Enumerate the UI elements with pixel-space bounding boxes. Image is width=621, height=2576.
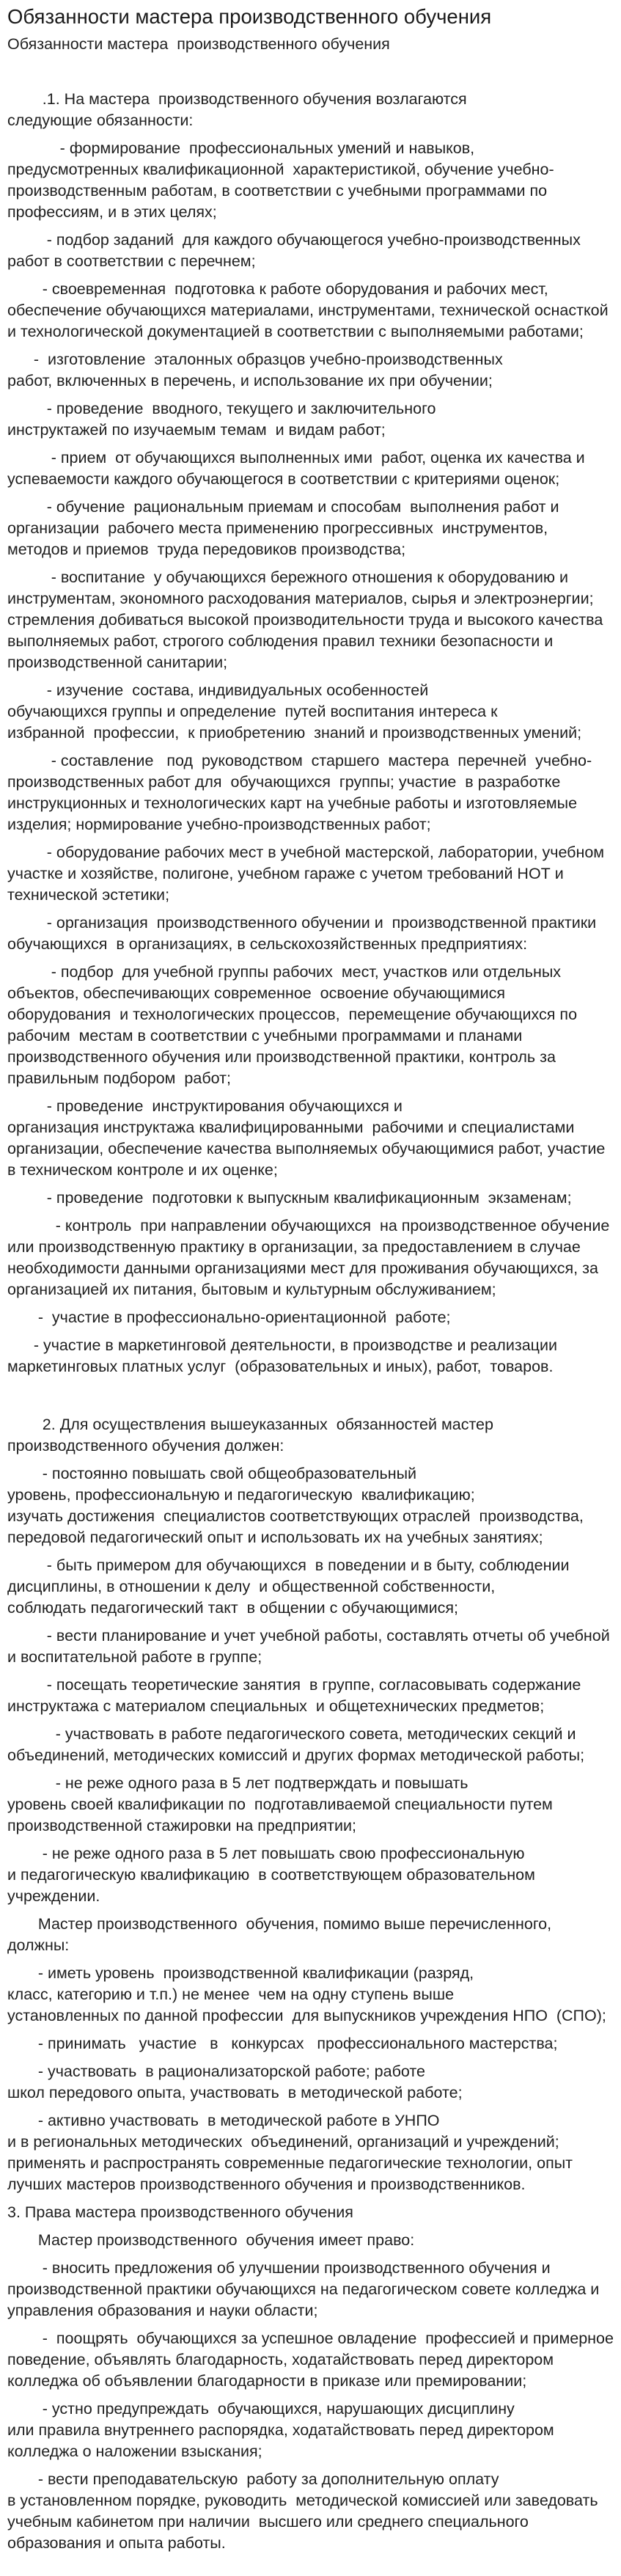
duty-paragraph: - подбор для учебной группы рабочих мест, участков или отдельных объектов, обеспечивающих современное освоение обучающимися оборудования и технологических процессов, перемещение обучающихся по рабочим местам в соответствии с учебными программами и планами производственного обучения или производственной практики, контроль за правильным подбором работ; [7,963,578,1087]
duty-paragraph: - участие в маркетинговой деятельности, в производстве и реализации маркетинговых платных услуг (образовательных и иных), работ, товаров. [7,1336,558,1375]
duty-paragraph: - формирование профессиональных умений и навыков, предусмотренных квалификационной характеристикой, обучение учебно- производственным работам, в соответствии с учебными программами по профессиям, и в этих целях; [7,139,554,221]
document-subtitle: Обязанности мастера производственного обучения [7,35,390,53]
duties-intro: .1. На мастера производственного обучения возлагаются следующие обязанности: [7,90,467,129]
right-paragraph: - поощрять обучающихся за успешное овладение профессией и примерное поведение, объявлять благодарность, ходатайствовать перед директором колледжа об объявлении благодарности в приказе или премировании; [7,2330,614,2390]
rights-heading: 3. Права мастера производственного обучения [7,2203,353,2221]
requirement-paragraph: - постоянно повышать свой общеобразовательный уровень, профессиональную и педагогическую квалификацию; изучать достижения специалистов соответствующих отраслей производства, передовой педагогический опыт и использовать их на учебных занятиях; [7,1465,584,1546]
duty-paragraph: - воспитание у обучающихся бережного отношения к оборудованию и инструментам, экономного расходования материалов, сырья и электроэнергии; стремления добиваться высокой производительности труда и высокого качества выполняемых работ, строгого соблюдения правил техники безопасности и производственной санитарии; [7,568,603,671]
duty-paragraph: - прием от обучающихся выполненных ими работ, оценка их качества и успеваемости каждого обучающегося в соответствии с критериями оценок; [7,449,585,488]
rights-intro: Мастер производственного обучения имеет право: [7,2231,415,2249]
requirement-paragraph: - принимать участие в конкурсах профессионального мастерства; [7,2035,558,2052]
duty-paragraph: - проведение инструктирования обучающихся и организация инструктажа квалифицированными рабочими и специалистами организации, обеспечение качества выполняемых обучающимися работ, участие в техническом контроле и их оценке; [7,1097,606,1179]
duty-paragraph: - организация производственного обучении и производственной практики обучающихся в организациях, в сельскохозяйственных предприятиях: [7,914,597,953]
duty-paragraph: - подбор заданий для каждого обучающегося учебно-производственных работ в соответствии с перечнем; [7,231,581,270]
right-paragraph: - вести преподавательскую работу за дополнительную оплату в установленном порядке, руководить методической комиссией или заведовать учебным кабинетом при наличии высшего или среднего специального образования и опыта работы. [7,2470,598,2552]
right-paragraph: - вносить предложения об улучшении производственного обучения и производственной практики обучающихся на педагогическом совете колледжа и управления образования и науки области; [7,2259,600,2319]
requirement-paragraph: - активно участвовать в методической работе в УНПО и в региональных методических объединений, организаций и учреждений; применять и распространять современные педагогические технологии, опыт лучших мастеров производственного обучения и производственников. [7,2112,573,2193]
requirement-paragraph: - иметь уровень производственной квалификации (разряд, класс, категорию и т.п.) не менее чем на одну ступень выше установленных по данной профессии для выпускников учреждения НПО (СПО); [7,1964,606,2024]
duty-paragraph: - изготовление эталонных образцов учебно-производственных работ, включенных в перечень, и использование их при обучении; [7,351,503,389]
requirement-paragraph: - не реже одного раза в 5 лет подтверждать и повышать уровень своей квалификации по подготавливаемой специальности путем производственной стажировки на предприятии; [7,1774,553,1834]
requirement-paragraph: - участвовать в рационализаторской работе; работе школ передового опыта, участвовать в методической работе; [7,2063,463,2101]
section-duties [7,89,618,1377]
duty-paragraph: - контроль при направлении обучающихся на производственное обучение или производственную практику в организации, за предоставлением в случае необходимости данными организациями мест для проживания обучающихся, за организацией их питания, бытовым и культурным обслуживанием; [7,1217,610,1298]
requirements-additional-intro: Мастер производственного обучения, помимо выше перечисленного, должны: [7,1915,552,1954]
document-title: Обязанности мастера производственного обучения [7,5,492,28]
duty-paragraph: - проведение вводного, текущего и заключительного инструктажей по изучаемым темам и видам работ; [7,400,436,439]
right-paragraph: - устно предупреждать обучающихся, нарушающих дисциплину или правила внутреннего распорядка, ходатайствовать перед директором колледжа о наложении взыскания; [7,2400,554,2460]
duty-paragraph: - своевременная подготовка к работе оборудования и рабочих мест, обеспечение обучающихся материалами, инструментами, технической оснасткой и технологической документацией в соответствии с выполняемыми работами; [7,280,609,340]
requirements-intro: 2. Для осуществления вышеуказанных обязанностей мастер производственного обучения должен: [7,1416,493,1455]
duty-paragraph: - участие в профессионально-ориентационной работе; [7,1309,451,1326]
duty-paragraph: - изучение состава, индивидуальных особенностей обучающихся группы и определение путей воспитания интереса к избранной профессии, к приобретению знаний и производственных умений; [7,681,582,742]
duty-paragraph: - обучение рациональным приемам и способам выполнения работ и организации рабочего места применению прогрессивных инструментов, методов и приемов труда передовиков производства; [7,498,559,558]
duty-paragraph: - оборудование рабочих мест в учебной мастерской, лаборатории, учебном участке и хозяйстве, полигоне, учебном гараже с учетом требований НОТ и технической эстетики; [7,844,605,904]
requirement-paragraph: - участвовать в работе педагогического совета, методических секций и объединений, методических комиссий и других формах методической работы; [7,1725,585,1764]
section-requirements [7,1414,618,2195]
duty-paragraph: - проведение подготовки к выпускным квалификационным экзаменам; [7,1189,572,1207]
requirement-paragraph: - вести планирование и учет учебной работы, составлять отчеты об учебной и воспитательной работе в группе; [7,1627,610,1666]
requirement-paragraph: - посещать теоретические занятия в группе, согласовывать содержание инструктажа с материалом специальных и общетехнических предметов; [7,1676,581,1715]
duty-paragraph: - составление под руководством старшего мастера перечней учебно- производственных работ для обучающихся группы; участие в разработке инструкционных и технологических карт на учебные работы и изготовляемые изделия; нормирование учебно-производственных работ; [7,752,592,833]
requirement-paragraph: - не реже одного раза в 5 лет повышать свою профессиональную и педагогическую квалификацию в соответствующем образовательном учреждении. [7,1845,535,1905]
requirement-paragraph: - быть примером для обучающихся в поведении и в быту, соблюдении дисциплины, в отношении к делу и общественной собственности, соблюдать педагогический такт в общении с обучающимися; [7,1556,570,1617]
section-rights [7,2202,618,2554]
